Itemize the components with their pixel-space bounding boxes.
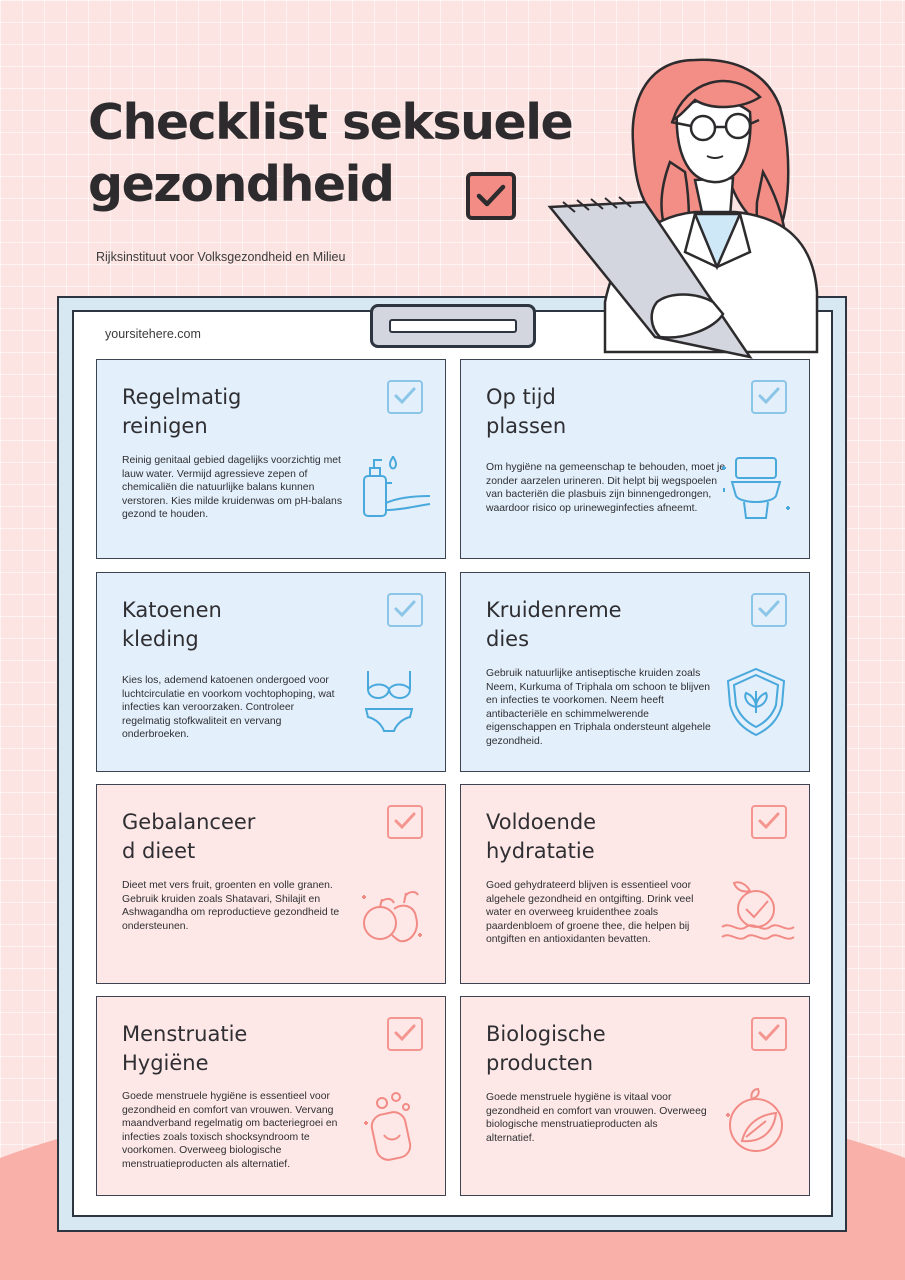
card-kruidenremedies [460,572,810,772]
fruit-icon [352,873,432,953]
toilet-icon [716,448,796,528]
card-text: Gebruik natuurlijke antiseptische kruiden zoals Neem, Kurkuma of Triphala om schoon te blijven en infecties te voorkomen. Neem heeft antibacteriële en schimmelwerende eigenschappen en Triphala ondersteunt algehele gezondheid. [486,668,711,747]
checkbox-icon[interactable] [387,380,423,414]
card-regelmatig-reinigen [96,359,446,559]
subtitle: Rijksinstituut voor Volksgezondheid en Milieu [96,250,346,264]
card-title: Regelmatig reinigen [122,385,242,438]
card-text: Goede menstruele hygiëne is essentieel voor gezondheid en comfort van vrouwen. Vervang maandverband regelmatig om bacteriegroei en infecties zoals toxisch shocksyndroom te voorkomen. Overweeg biologische menstruatieproducten als alternatief. [122,1091,338,1170]
title-line-2: gezondheid [88,156,394,213]
soap-bar-icon [352,1085,432,1165]
organic-leaf-icon [716,1085,796,1165]
checkbox-icon[interactable] [751,1017,787,1051]
card-katoenen-kleding [96,572,446,772]
card-text: Om hygiëne na gemeenschap te behouden, moet je zonder aarzelen urineren. Dit helpt bij wegspoelen van bacteriën die plasbuis zijn binnengedrongen, waardoor risico op urineweginfecties afneemt. [486,462,726,514]
card-title: Gebalanceer d dieet [122,810,256,863]
doctor-illustration [545,52,845,372]
herbal-shield-icon [716,661,796,741]
checkbox-icon[interactable] [387,1017,423,1051]
card-text: Dieet met vers fruit, groenten en volle granen. Gebruik kruiden zoals Shatavari, Shilajit en Ashwagandha om reproductieve gezondheid te ondersteunen. [122,880,340,932]
checkbox-icon[interactable] [751,380,787,414]
soap-hand-icon [352,448,432,528]
card-title: Menstruatie Hygiëne [122,1022,248,1075]
site-url: yoursitehere.com [105,327,201,341]
card-title: Kruidenreme dies [486,598,622,651]
card-title: Biologische producten [486,1022,606,1075]
card-text: Kies los, ademend katoenen ondergoed voor luchtcirculatie en voorkom vochtophoping, wat infecties kan veroorzaken. Controleer regelmatig stofkwaliteit en vervang onderbroeken. [122,675,335,741]
card-title: Katoenen kleding [122,598,222,651]
card-menstruatie-hygiene [96,996,446,1196]
underwear-icon [352,661,432,741]
card-voldoende-hydratatie [460,784,810,984]
card-biologische-producten [460,996,810,1196]
card-text: Goed gehydrateerd blijven is essentieel voor algehele gezondheid en ontgifting. Drink veel water en overweeg kruidenthee zoals paardenbloem of groene thee, die helpen bij ontgiften en antioxidanten bevatten. [486,880,694,946]
title-line-1: Checklist seksuele [88,94,573,151]
card-text: Goede menstruele hygiëne is vitaal voor gezondheid en comfort van vrouwen. Overweeg biologische menstruatieproducten als alternatief. [486,1092,707,1144]
checkbox-icon[interactable] [387,593,423,627]
card-title: Voldoende hydratatie [486,810,597,863]
card-text: Reinig genitaal gebied dagelijks voorzichtig met lauw water. Vermijd agressieve zepen of chemicaliën die natuurlijke balans kunnen verstoren. Kies milde kruidenwas om pH-balans gezond te houden. [122,455,343,521]
card-title: Op tijd plassen [486,385,567,438]
hydration-icon [716,873,796,953]
checkbox-icon[interactable] [751,805,787,839]
checkbox-icon[interactable] [751,593,787,627]
card-op-tijd-plassen [460,359,810,559]
card-gebalanceerd-dieet [96,784,446,984]
clipboard-clip [370,304,536,348]
title-checkbox-icon [466,172,516,220]
checkbox-icon[interactable] [387,805,423,839]
